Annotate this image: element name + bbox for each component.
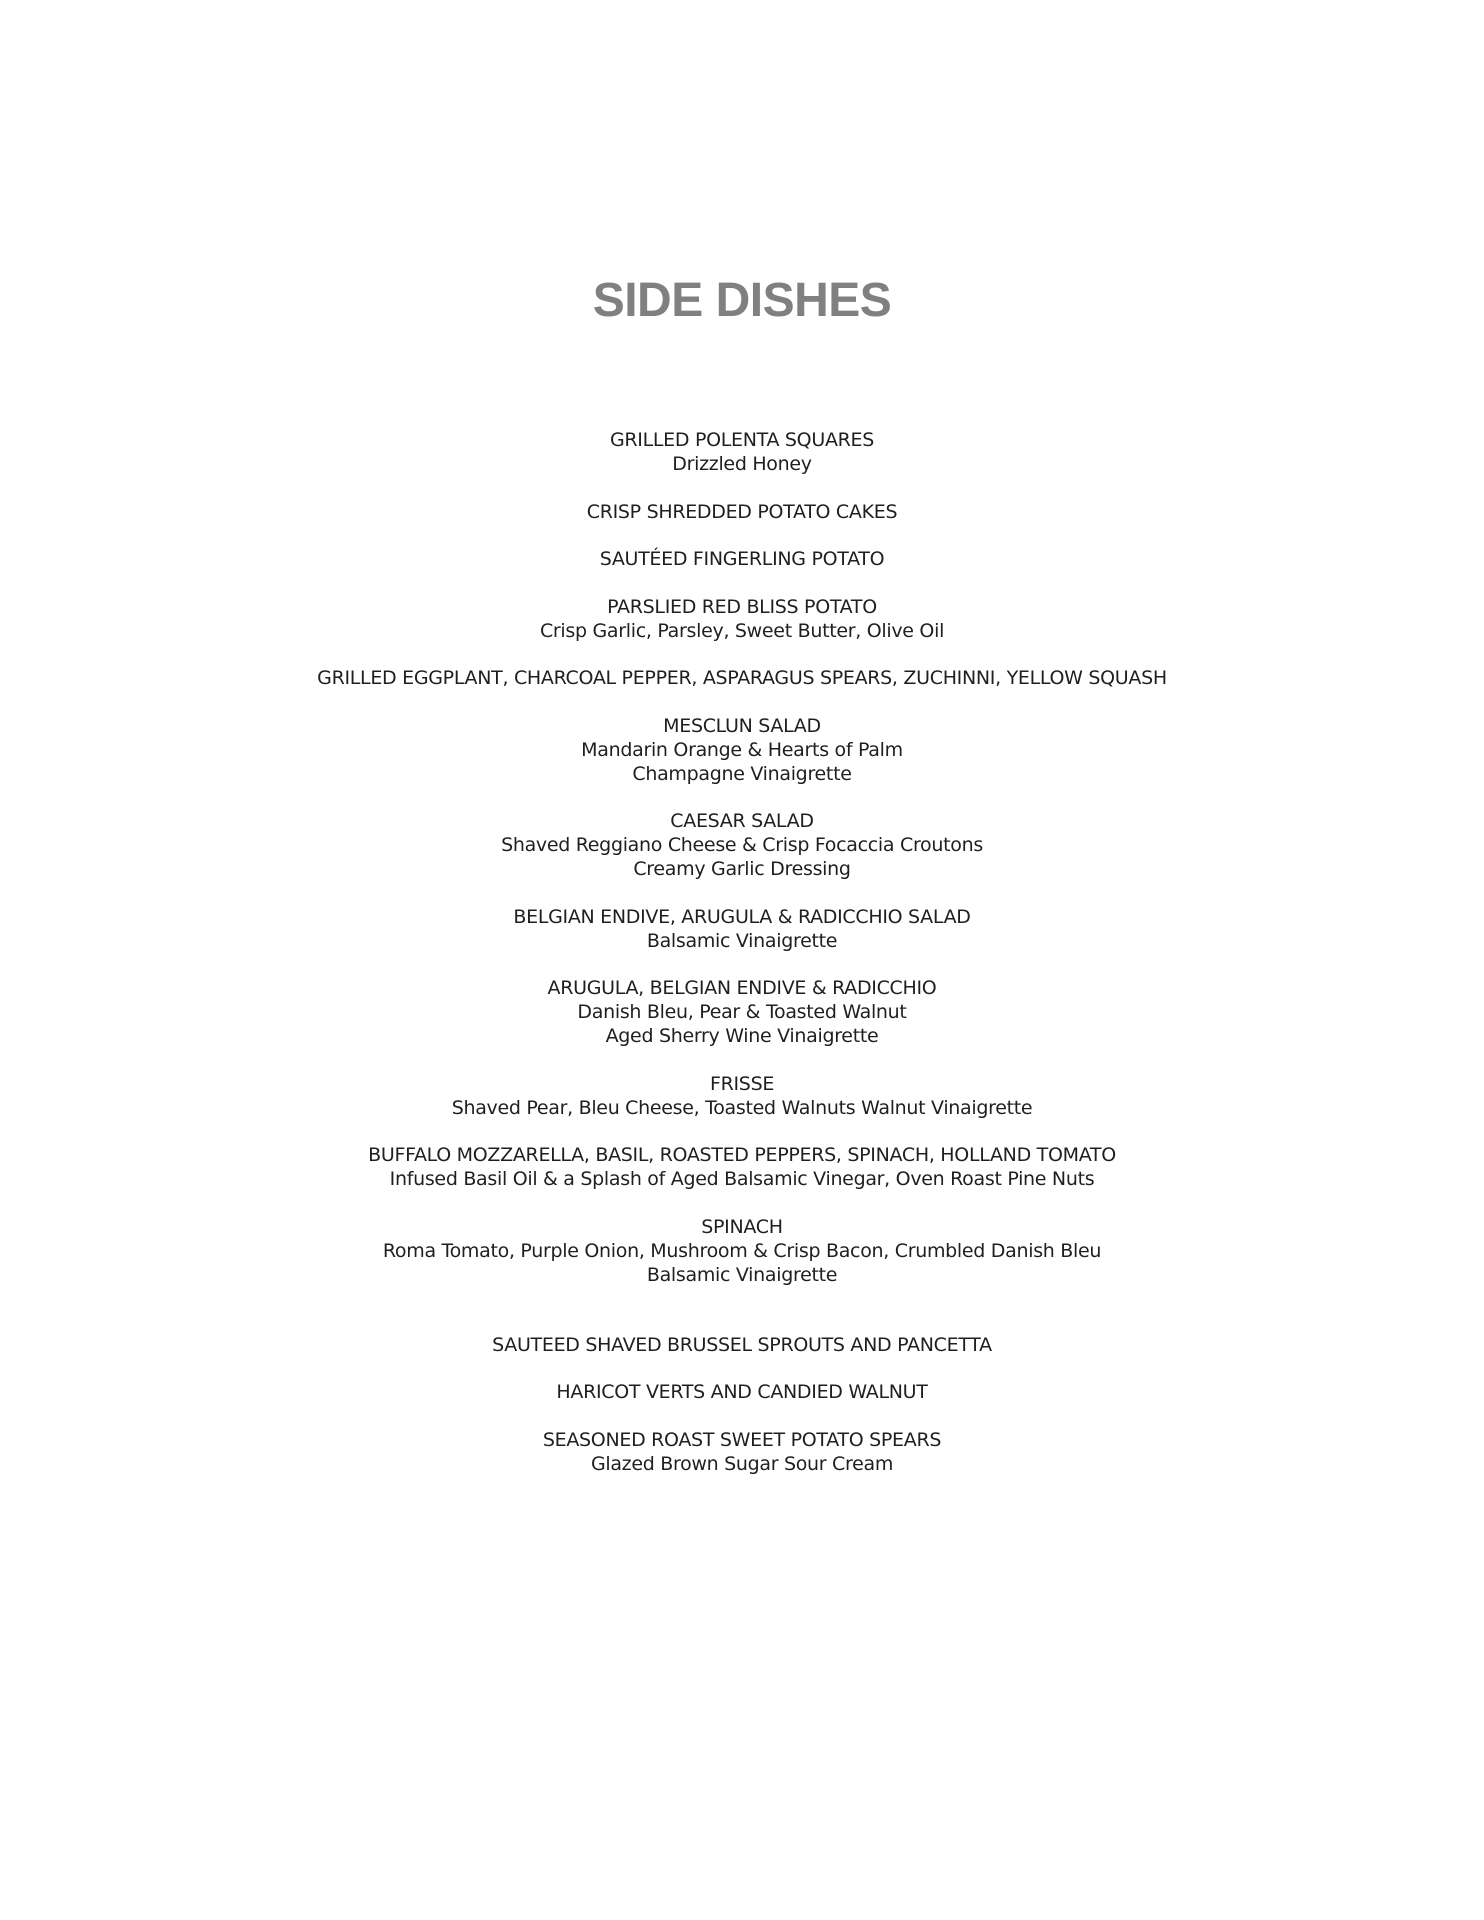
dish-name: GRILLED EGGPLANT, CHARCOAL PEPPER, ASPARAGUS SPEARS, ZUCHINNI, YELLOW SQUASH xyxy=(317,667,1167,689)
menu-item xyxy=(0,1143,1484,1191)
menu-item xyxy=(0,905,1484,953)
dish-detail: Shaved Reggiano Cheese & Crisp Focaccia Croutons xyxy=(501,834,983,856)
dish-detail: Glazed Brown Sugar Sour Cream xyxy=(590,1452,894,1475)
menu-item xyxy=(0,1333,1484,1357)
dish-detail: Creamy Garlic Dressing xyxy=(633,858,851,880)
dish-name: SAUTÉED FINGERLING POTATO xyxy=(599,548,885,570)
dish-name: SPINACH xyxy=(701,1215,783,1238)
dish-name: SAUTEED SHAVED BRUSSEL SPROUTS AND PANCETTA xyxy=(492,1333,992,1356)
menu-item xyxy=(0,1380,1484,1404)
side-dishes-list xyxy=(0,428,1484,1499)
dish-detail: Mandarin Orange & Hearts of Palm xyxy=(581,738,903,761)
dish-name: HARICOT VERTS AND CANDIED WALNUT xyxy=(556,1381,928,1403)
dish-detail: Roma Tomato, Purple Onion, Mushroom & Crisp Bacon, Crumbled Danish Bleu xyxy=(382,1239,1102,1262)
dish-name: BELGIAN ENDIVE, ARUGULA & RADICCHIO SALAD xyxy=(513,905,971,928)
dish-name: CRISP SHREDDED POTATO CAKES xyxy=(586,500,898,523)
dish-name: CAESAR SALAD xyxy=(670,810,814,832)
dish-name: SEASONED ROAST SWEET POTATO SPEARS xyxy=(542,1428,942,1451)
menu-item xyxy=(0,666,1484,690)
dish-name: PARSLIED RED BLISS POTATO xyxy=(607,595,877,618)
dish-detail: Danish Bleu, Pear & Toasted Walnut xyxy=(577,1001,907,1023)
menu-item xyxy=(0,500,1484,524)
dish-detail: Balsamic Vinaigrette xyxy=(646,1263,838,1286)
dish-detail: Drizzled Honey xyxy=(672,453,812,475)
menu-item xyxy=(0,547,1484,571)
menu-item xyxy=(0,1072,1484,1120)
menu-item xyxy=(0,428,1484,476)
dish-name: ARUGULA, BELGIAN ENDIVE & RADICCHIO xyxy=(547,977,937,999)
dish-name: GRILLED POLENTA SQUARES xyxy=(609,429,875,451)
menu-item xyxy=(0,714,1484,786)
menu-item xyxy=(0,1215,1484,1287)
dish-detail: Crisp Garlic, Parsley, Sweet Butter, Olive Oil xyxy=(539,619,945,642)
dish-detail: Balsamic Vinaigrette xyxy=(646,929,838,952)
dish-name: FRISSE xyxy=(709,1072,775,1095)
dish-name: BUFFALO MOZZARELLA, BASIL, ROASTED PEPPERS, SPINACH, HOLLAND TOMATO xyxy=(368,1144,1116,1166)
menu-item xyxy=(0,809,1484,881)
dish-detail: Infused Basil Oil & a Splash of Aged Balsamic Vinegar, Oven Roast Pine Nuts xyxy=(389,1168,1095,1190)
dish-detail: Shaved Pear, Bleu Cheese, Toasted Walnuts Walnut Vinaigrette xyxy=(451,1096,1033,1119)
menu-item xyxy=(0,1428,1484,1476)
menu-item xyxy=(0,595,1484,643)
page-title: SIDE DISHES xyxy=(592,274,892,327)
dish-name: MESCLUN SALAD xyxy=(663,714,821,737)
menu-item xyxy=(0,976,1484,1048)
dish-detail: Champagne Vinaigrette xyxy=(632,762,852,785)
dish-detail: Aged Sherry Wine Vinaigrette xyxy=(605,1025,879,1047)
